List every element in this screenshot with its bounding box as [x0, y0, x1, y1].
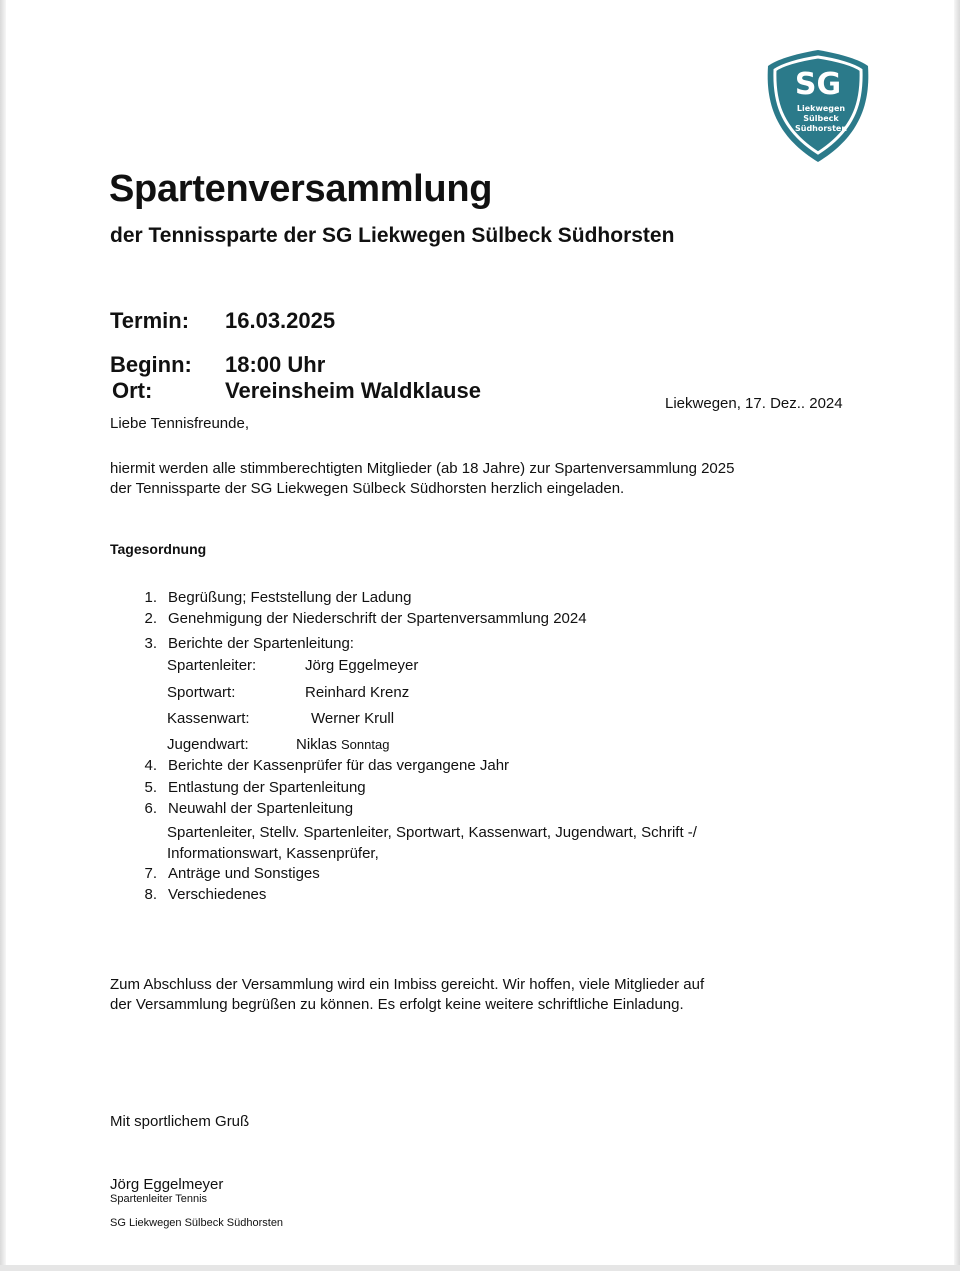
termin-value: 16.03.2025 [225, 308, 336, 333]
closing-line-2: der Versammlung begrüßen zu können. Es erfolgt keine weitere schriftliche Einladung. [110, 996, 684, 1013]
officer-name [296, 736, 389, 753]
beginn-label: Beginn: [110, 352, 192, 377]
termin-label: Termin: [110, 308, 190, 333]
agenda-item-text: Verschiedenes [168, 886, 267, 903]
intro-line-1: hiermit werden alle stimmberechtigten Mitglieder (ab 18 Jahre) zur Spartenversammlung 2025 [110, 460, 735, 477]
officer-name: Reinhard Krenz [305, 684, 410, 701]
ort-value: Vereinsheim Waldklause [225, 378, 481, 403]
agenda-item-text: Neuwahl der Spartenleitung [168, 800, 354, 817]
date-place: Liekwegen, 17. Dez.. 2024 [665, 395, 843, 412]
officer-role: Sportwart: [167, 684, 236, 701]
officer-name: Jörg Eggelmeyer [305, 657, 419, 674]
signature-role: Spartenleiter Tennis [110, 1193, 208, 1205]
officer-name: Werner Krull [311, 710, 395, 727]
logo-line-3: Südhorsten [794, 124, 848, 133]
agenda-item-text: Berichte der Spartenleitung: [168, 635, 354, 652]
agenda-item-number: 3. [144, 635, 157, 652]
neuwahl-detail-line-2: Informationswart, Kassenprüfer, [167, 845, 379, 862]
salutation: Liebe Tennisfreunde, [110, 415, 249, 432]
agenda-item-text: Berichte der Kassenprüfer für das vergangene Jahr [168, 757, 510, 774]
page-edge-left [0, 0, 6, 1271]
logo-line-1: Liekwegen [796, 104, 846, 113]
agenda-heading: Tagesordnung [110, 541, 207, 557]
agenda-item-number: 7. [144, 865, 157, 882]
signature-name: Jörg Eggelmeyer [110, 1176, 224, 1193]
agenda-item-number: 1. [144, 589, 157, 606]
club-logo [764, 48, 872, 164]
agenda-item-number: 2. [144, 610, 157, 627]
document-title: Spartenversammlung [109, 168, 493, 210]
logo-initials: SG [794, 67, 842, 102]
agenda-item-text: Genehmigung der Niederschrift der Spartenversammlung 2024 [168, 610, 587, 627]
ort-label: Ort: [112, 378, 153, 403]
agenda-item-number: 5. [144, 779, 157, 796]
greeting: Mit sportlichem Gruß [110, 1113, 250, 1130]
officer-role: Jugendwart: [167, 736, 249, 753]
neuwahl-detail-line-1: Spartenleiter, Stellv. Spartenleiter, Sportwart, Kassenwart, Jugendwart, Schrift -/ [167, 824, 697, 841]
document-subtitle: der Tennissparte der SG Liekwegen Sülbeck Südhorsten [110, 224, 675, 247]
agenda-item-text: Anträge und Sonstiges [168, 865, 320, 882]
page-edge-right [954, 0, 960, 1271]
signature-club: SG Liekwegen Sülbeck Südhorsten [110, 1217, 284, 1229]
officer-last-name: Sonntag [341, 737, 390, 752]
agenda-item-number: 6. [144, 800, 157, 817]
agenda-item-text: Entlastung der Spartenleitung [168, 779, 366, 796]
page-edge-bottom [0, 1265, 960, 1271]
logo-line-2: Sülbeck [803, 114, 839, 123]
officer-role: Kassenwart: [167, 710, 250, 727]
agenda-item-number: 4. [144, 757, 157, 774]
officer-first-name: Niklas [296, 736, 337, 753]
agenda-item-text: Begrüßung; Feststellung der Ladung [168, 589, 412, 606]
beginn-value: 18:00 Uhr [225, 352, 326, 377]
closing-line-1: Zum Abschluss der Versammlung wird ein Imbiss gereicht. Wir hoffen, viele Mitglieder auf [110, 976, 705, 993]
officer-role: Spartenleiter: [167, 657, 257, 674]
intro-line-2: der Tennissparte der SG Liekwegen Sülbeck Südhorsten herzlich eingeladen. [110, 480, 625, 497]
agenda-item-number: 8. [144, 886, 157, 903]
